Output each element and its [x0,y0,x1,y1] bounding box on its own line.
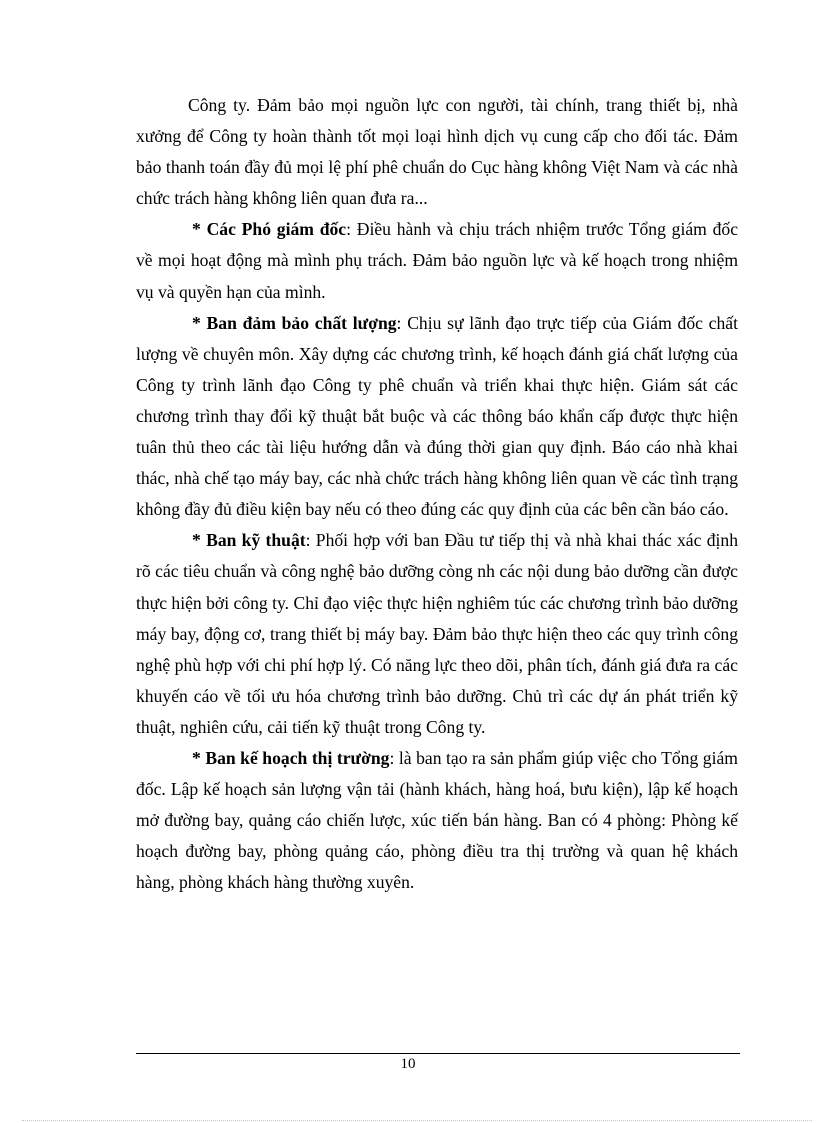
paragraph-deputy-directors [136,214,738,307]
paragraph-heading: * Các Phó giám đốc [192,219,347,240]
paragraph-company-duties [136,90,738,214]
paragraph-heading: * Ban kế hoạch thị trường [192,747,390,768]
paragraph-engineering [136,525,738,743]
paragraph-quality-assurance [136,308,738,526]
paragraph-text: : Phối hợp với ban Đầu tư tiếp thị và nhà khai thác xác định rõ các tiêu chuẩn và công nghệ bảo dưỡng còng nh các nội dung bảo dưỡng cần được thực hiện bởi công ty. Chỉ đạo việc thực hiện nghiêm túc các chương trình bảo dưỡng máy bay, động cơ, trang thiết bị máy bay. Đảm bảo thực hiện theo các quy trình công nghệ phù hợp với chi phí hợp lý. Có năng lực theo dõi, phân tích, đánh giá đưa ra các khuyến cáo về tối ưu hóa chương trình bảo dưỡng. Chủ trì các dự án phát triển kỹ thuật, nghiên cứu, cải tiến kỹ thuật trong Công ty. [136,530,738,737]
paragraph-text: : là ban tạo ra sản phẩm giúp việc cho Tổng giám đốc. Lập kế hoạch sản lượng vận tải (hành khách, hàng hoá, bưu kiện), lập kế hoạch mở đường bay, quảng cáo chiến lược, xúc tiến bán hàng. Ban có 4 phòng: Phòng kế hoạch đường bay, phòng quảng cáo, phòng điều tra thị trường và quan hệ khách hàng, phòng khách hàng thường xuyên. [136,747,738,893]
page-bottom-border [22,1120,812,1121]
paragraph-text: : Chịu sự lãnh đạo trực tiếp của Giám đốc chất lượng về chuyên môn. Xây dựng các chương trình, kế hoạch đánh giá chất lượng của Công ty trình lãnh đạo Công ty phê chuẩn và triển khai thực hiện. Giám sát các chương trình thay đổi kỹ thuật bắt buộc và các thông báo khẩn cấp được thực hiện tuân thủ theo các tài liệu hướng dẫn và đúng thời gian quy định. Báo cáo nhà khai thác, nhà chế tạo máy bay, các nhà chức trách hàng không liên quan về các tình trạng không đầy đủ điều kiện bay nếu có theo đúng các quy định của các bên cần báo cáo. [136,312,738,520]
paragraph-market-planning [136,743,738,898]
document-body [136,90,738,898]
paragraph-text: : Điều hành và chịu trách nhiệm trước Tổng giám đốc về mọi hoạt động mà mình phụ trách. Đảm bảo nguồn lực và kế hoạch trong nhiệm vụ và quyền hạn của mình. [136,219,739,302]
paragraph-text: Công ty. Đảm bảo mọi nguồn lực con người, tài chính, trang thiết bị, nhà xưởng để Công ty hoàn thành tốt mọi loại hình dịch vụ cung cấp cho đối tác. Đảm bảo thanh toán đầy đủ mọi lệ phí phê chuẩn do Cục hàng không Việt Nam và các nhà chức trách hàng không liên quan đưa ra... [136,95,738,209]
page-number: 10 [400,1056,416,1072]
paragraph-heading: * Ban đảm bảo chất lượng [192,312,397,333]
paragraph-heading: * Ban kỹ thuật [192,530,306,551]
